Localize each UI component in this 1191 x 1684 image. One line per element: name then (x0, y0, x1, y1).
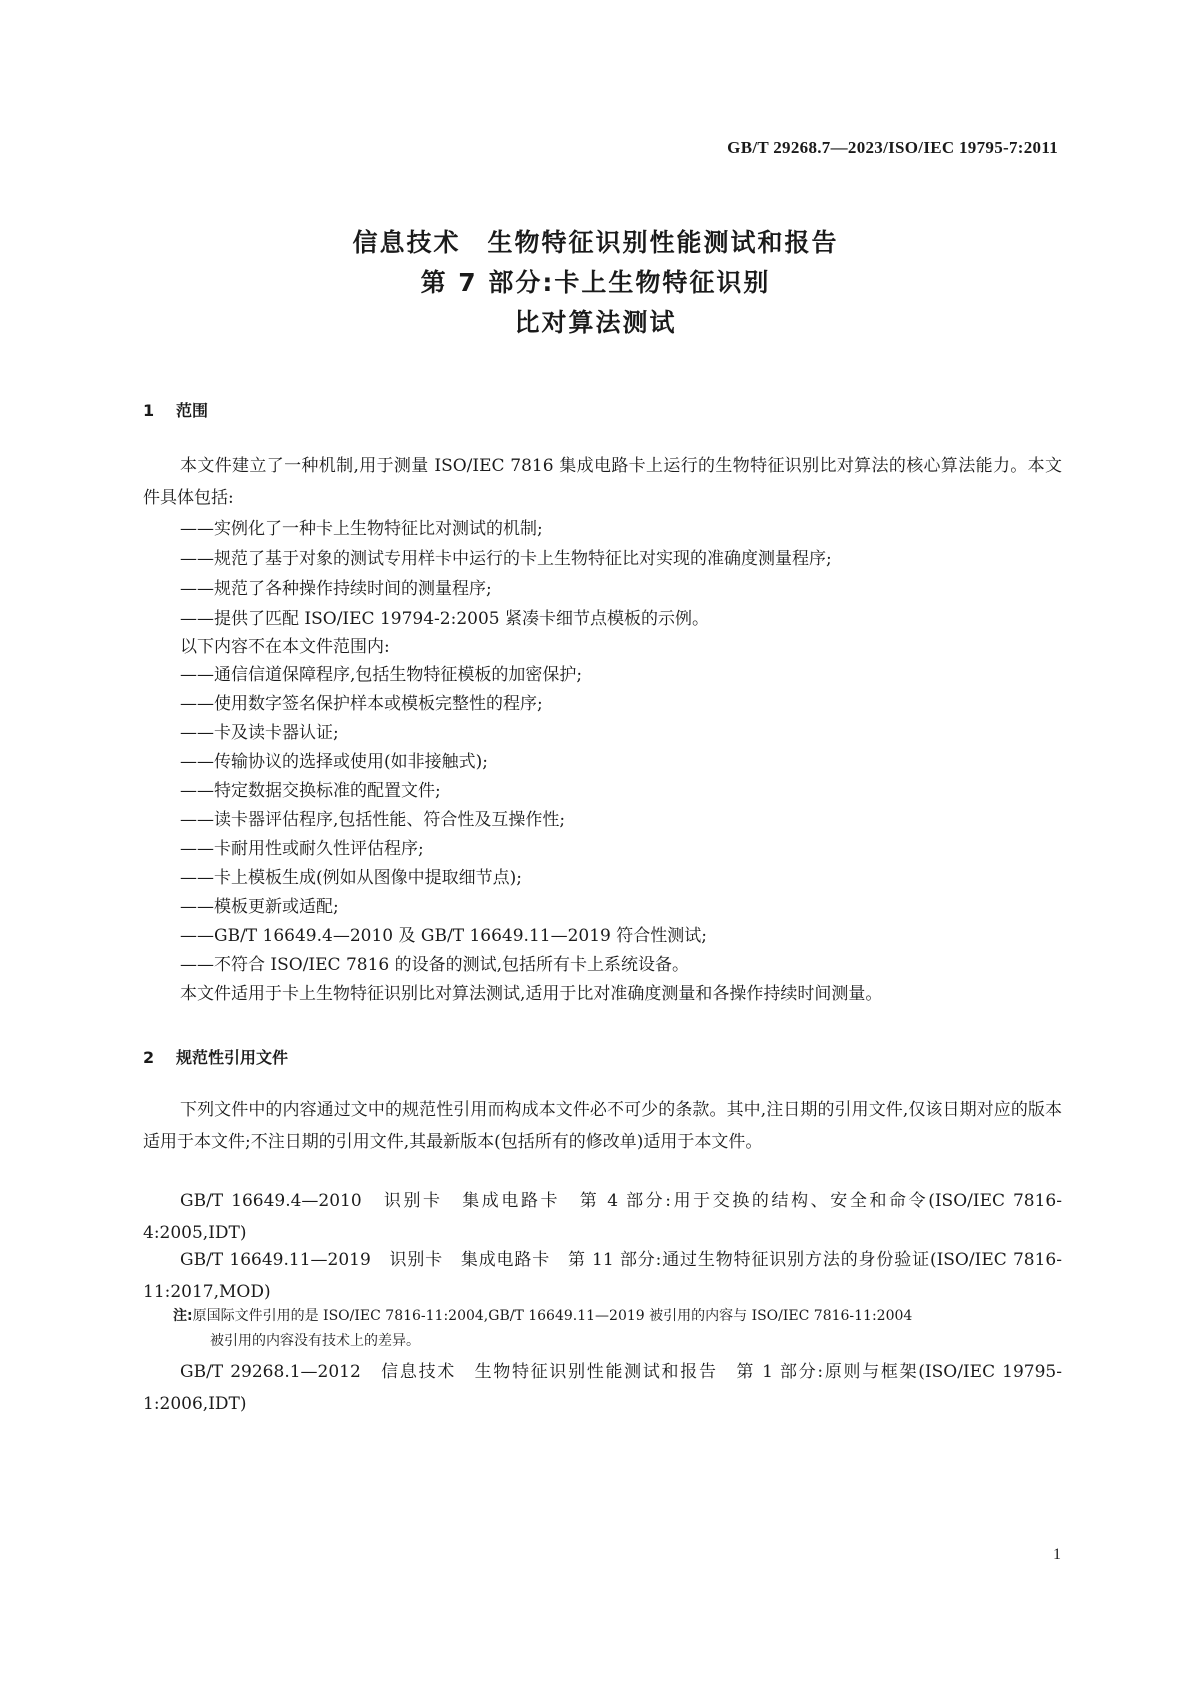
exclude-item: ——模板更新或适配; (180, 897, 339, 917)
page-number: 1 (1053, 1546, 1061, 1563)
exclude-item: ——使用数字签名保护样本或模板完整性的程序; (180, 694, 543, 714)
section-1-heading (143, 398, 208, 421)
normative-reference: GB/T 29268.1—2012 信息技术 生物特征识别性能测试和报告 第 1 部分:原则与框架(ISO/IEC 19795-1:2006,IDT) (143, 1362, 1062, 1414)
exclude-item: ——卡上模板生成(例如从图像中提取细节点); (180, 868, 522, 888)
include-item: ——规范了各种操作持续时间的测量程序; (180, 579, 492, 599)
exclude-item: ——特定数据交换标准的配置文件; (180, 781, 441, 801)
exclude-item: ——不符合 ISO/IEC 7816 的设备的测试,包括所有卡上系统设备。 (180, 955, 690, 975)
section-number: 2 (143, 1048, 155, 1067)
note (173, 1304, 1062, 1354)
note-text: 被引用的内容没有技术上的差异。 (210, 1333, 420, 1349)
standard-code: GB/T 29268.7—2023/ISO/IEC 19795-7:2011 (727, 138, 1058, 157)
normative-reference: GB/T 16649.4—2010 识别卡 集成电路卡 第 4 部分:用于交换的结构、安全和命令(ISO/IEC 7816-4:2005,IDT) (143, 1191, 1062, 1243)
note-text: 原国际文件引用的是 ISO/IEC 7816-11:2004,GB/T 16649.11—2019 被引用的内容与 ISO/IEC 7816-11:2004 (192, 1308, 913, 1324)
note-label: 注: (173, 1308, 193, 1324)
section-number: 1 (143, 401, 155, 420)
title-line-1: 信息技术 生物特征识别性能测试和报告 (352, 228, 839, 257)
exclude-item: ——卡耐用性或耐久性评估程序; (180, 839, 424, 859)
title-line-2: 第 7 部分:卡上生物特征识别 (420, 268, 771, 297)
section-title: 规范性引用文件 (176, 1048, 289, 1067)
section-title: 范围 (176, 401, 209, 420)
section-2-intro: 下列文件中的内容通过文中的规范性引用而构成本文件必不可少的条款。其中,注日期的引用文件,仅该日期对应的版本适用于本文件;不注日期的引用文件,其最新版本(包括所有的修改单)适用于本文件。 (143, 1100, 1062, 1152)
include-item: ——提供了匹配 ISO/IEC 19794-2:2005 紧凑卡细节点模板的示例。 (180, 609, 709, 629)
exclude-item: ——读卡器评估程序,包括性能、符合性及互操作性; (180, 810, 566, 830)
section-2-heading (143, 1045, 288, 1068)
exclude-item: ——卡及读卡器认证; (180, 723, 339, 743)
section-1-closing: 本文件适用于卡上生物特征识别比对算法测试,适用于比对准确度测量和各操作持续时间测量。 (180, 984, 883, 1004)
exclude-intro: 以下内容不在本文件范围内: (180, 637, 390, 657)
include-item: ——规范了基于对象的测试专用样卡中运行的卡上生物特征比对实现的准确度测量程序; (180, 549, 832, 569)
title-line-3: 比对算法测试 (514, 308, 677, 337)
section-1-intro: 本文件建立了一种机制,用于测量 ISO/IEC 7816 集成电路卡上运行的生物特征识别比对算法的核心算法能力。本文件具体包括: (143, 456, 1062, 508)
normative-reference: GB/T 16649.11—2019 识别卡 集成电路卡 第 11 部分:通过生物特征识别方法的身份验证(ISO/IEC 7816-11:2017,MOD) (143, 1250, 1062, 1302)
exclude-item: ——通信信道保障程序,包括生物特征模板的加密保护; (180, 665, 583, 685)
include-item: ——实例化了一种卡上生物特征比对测试的机制; (180, 519, 543, 539)
exclude-item: ——传输协议的选择或使用(如非接触式); (180, 752, 488, 772)
exclude-item: ——GB/T 16649.4—2010 及 GB/T 16649.11—2019 符合性测试; (180, 926, 707, 946)
